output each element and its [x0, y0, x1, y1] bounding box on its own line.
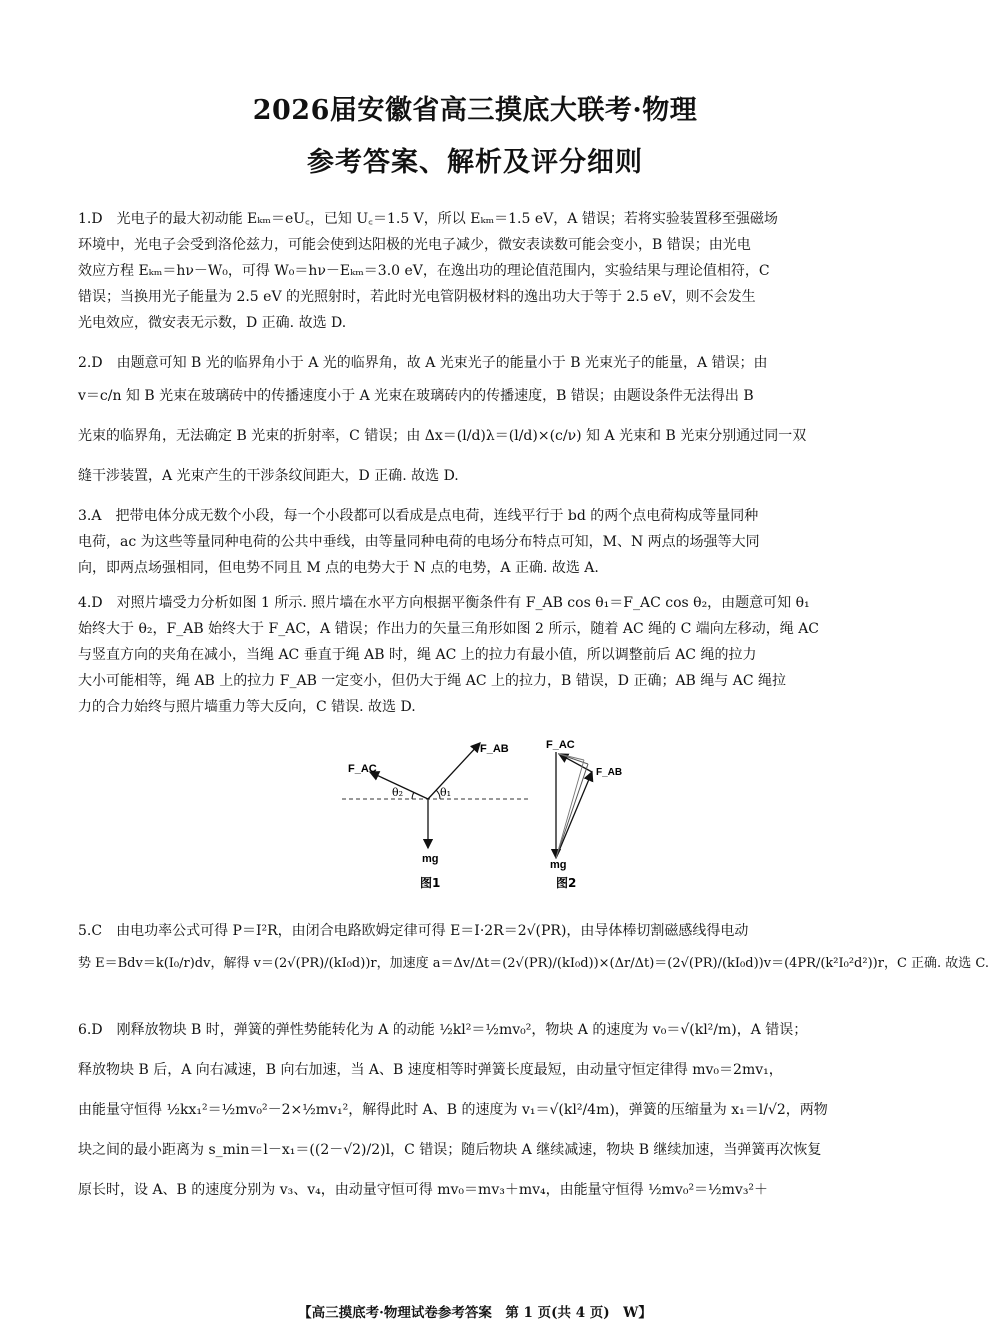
q5-line: 势 E＝Bdv＝k(I₀/r)dv，解得 v＝(2√(PR)/(kI₀d))r，加速度 a＝Δv/Δt＝(2√(PR)/(kI₀d))×(Δr/Δt)＝(2√(PR)/(kI₀d))v＝(4PR/(k²I₀²d²))r，C 正确. 故选 C. — [78, 956, 989, 971]
q6-line: 由能量守恒得 ½kx₁²＝½mv₀²－2×½mv₁²，解得此时 A、B 的速度为 v₁＝√(kl²/4m)，弹簧的压缩量为 x₁＝l/√2，两物 — [78, 1102, 828, 1118]
caption-fig1: 图1 — [420, 876, 441, 890]
q4-line: 大小可能相等，绳 AB 上的拉力 F_AB 一定变小，但仍大于绳 AC 上的拉力，B 错误，D 正确；AB 绳与 AC 绳拉 — [78, 673, 787, 689]
answer-q2 — [78, 350, 874, 496]
force-ab-vector-alt2 — [556, 760, 584, 858]
label-theta1: θ₁ — [440, 786, 452, 799]
q3-line: 向，即两点场强相同，但电势不同且 M 点的电势大于 N 点的电势，A 正确. 故选 A. — [78, 560, 599, 576]
exam-title: 2026届安徽省高三摸底大联考·物理 — [252, 95, 698, 126]
q2-line: v＝c/n 知 B 光束在玻璃砖中的传播速度小于 A 光束在玻璃砖内的传播速度，B 错误；由题设条件无法得出 B — [78, 388, 754, 404]
q4-line: 与竖直方向的夹角在减小，当绳 AC 垂直于绳 AB 时，绳 AC 上的拉力有最小值，所以调整前后 AC 绳的拉力 — [78, 647, 757, 663]
q6-line: 6.D 刚释放物块 B 时，弹簧的弹性势能转化为 A 的动能 ½kl²＝½mv₀²，物块 A 的速度为 v₀＝√(kl²/m)，A 错误； — [78, 1022, 808, 1038]
figure-1 — [342, 743, 530, 890]
force-ac-vector-alt2 — [559, 754, 584, 760]
q4-line: 始终大于 θ₂，F_AB 始终大于 F_AC，A 错误；作出力的矢量三角形如图 2 所示，随着 AC 绳的 C 端向左移动，绳 AC — [78, 621, 820, 637]
q5-line: 5.C 由电功率公式可得 P＝I²R，由闭合电路欧姆定律可得 E＝I·2R＝2√(PR)，由导体棒切割磁感线得电动 — [78, 923, 749, 939]
q3-line: 3.A 把带电体分成无数个小段，每一个小段都可以看成是点电荷，连线平行于 bd 的两个点电荷构成等量同种 — [78, 508, 759, 524]
answer-q6 — [78, 1010, 874, 1210]
q6-line: 原长时，设 A、B 的速度分别为 v₃、v₄，由动量守恒可得 mv₀＝mv₃＋mv₄，由能量守恒得 ½mv₀²＝½mv₃²＋ — [78, 1182, 769, 1198]
label-fac: F_AC — [348, 763, 377, 775]
force-ac-vector — [559, 754, 592, 772]
angle-theta2-arc — [412, 792, 414, 799]
q4-line: 4.D 对照片墙受力分析如图 1 所示. 照片墙在水平方向根据平衡条件有 F_AB cos θ₁＝F_AC cos θ₂，由题意可知 θ₁ — [78, 595, 810, 611]
q1-line: 环境中，光电子会受到洛伦兹力，可能会使到达阳极的光电子减少，微安表读数可能会变小，B 错误；由光电 — [78, 237, 751, 253]
force-diagrams — [330, 730, 630, 895]
q2-line: 光束的临界角，无法确定 B 光束的折射率，C 错误；由 Δx＝(l/d)λ＝(l/d)×(c/ν) 知 A 光束和 B 光束分别通过同一双 — [78, 428, 807, 444]
q4-line: 力的合力始终与照片墙重力等大反向，C 错误. 故选 D. — [78, 699, 416, 715]
answer-q3 — [78, 503, 874, 581]
q3-line: 电荷，ac 为这些等量同种电荷的公共中垂线，由等量同种电荷的电场分布特点可知，M、N 两点的场强等大同 — [78, 534, 760, 550]
q1-line: 光电效应，微安表无示数，D 正确. 故选 D. — [78, 315, 347, 331]
page-footer: 【高三摸底考·物理试卷参考答案 第 1 页(共 4 页) W】 — [298, 1305, 652, 1321]
q2-line: 缝干涉装置，A 光束产生的干涉条纹间距大，D 正确. 故选 D. — [78, 468, 459, 484]
label-mg: mg — [422, 853, 439, 865]
q2-line: 2.D 由题意可知 B 光的临界角小于 A 光的临界角，故 A 光束光子的能量小于 B 光束光子的能量，A 错误；由 — [78, 355, 768, 371]
q1-line: 错误；当换用光子能量为 2.5 eV 的光照射时，若此时光电管阴极材料的逸出功大于等于 2.5 eV，则不会发生 — [78, 289, 756, 305]
force-ab-arrow — [428, 743, 480, 799]
caption-fig2: 图2 — [556, 876, 577, 890]
figure-2 — [546, 739, 622, 890]
label-mg-2: mg — [550, 859, 567, 871]
q6-line: 块之间的最小距离为 s_min＝l－x₁＝((2－√2)/2)l，C 错误；随后物块 A 继续减速，物块 B 继续加速，当弹簧再次恢复 — [78, 1142, 822, 1158]
q1-line: 效应方程 Eₖₘ＝hν－W₀，可得 W₀＝hν－Eₖₘ＝3.0 eV，在逸出功的理论值范围内，实验结果与理论值相符，C — [78, 263, 770, 279]
answer-q4 — [78, 590, 874, 720]
q6-line: 释放物块 B 后，A 向右减速，B 向右加速，当 A、B 速度相等时弹簧长度最短，由动量守恒定律得 mv₀＝2mv₁， — [78, 1062, 783, 1078]
force-ab-vector-alt — [556, 764, 588, 858]
answer-subtitle: 参考答案、解析及评分细则 — [307, 147, 643, 178]
label-theta2: θ₂ — [392, 786, 404, 799]
answer-q5 — [78, 918, 989, 984]
answer-q1 — [78, 206, 874, 336]
label-fab-2: F_AB — [596, 767, 623, 778]
label-fab: F_AB — [480, 743, 509, 755]
label-fac-2: F_AC — [546, 739, 575, 751]
q1-line: 1.D 光电子的最大初动能 Eₖₘ＝eU꜀，已知 U꜀＝1.5 V，所以 Eₖₘ＝1.5 eV，A 错误；若将实验装置移至强磁场 — [78, 211, 778, 227]
force-ab-vector — [556, 772, 592, 858]
